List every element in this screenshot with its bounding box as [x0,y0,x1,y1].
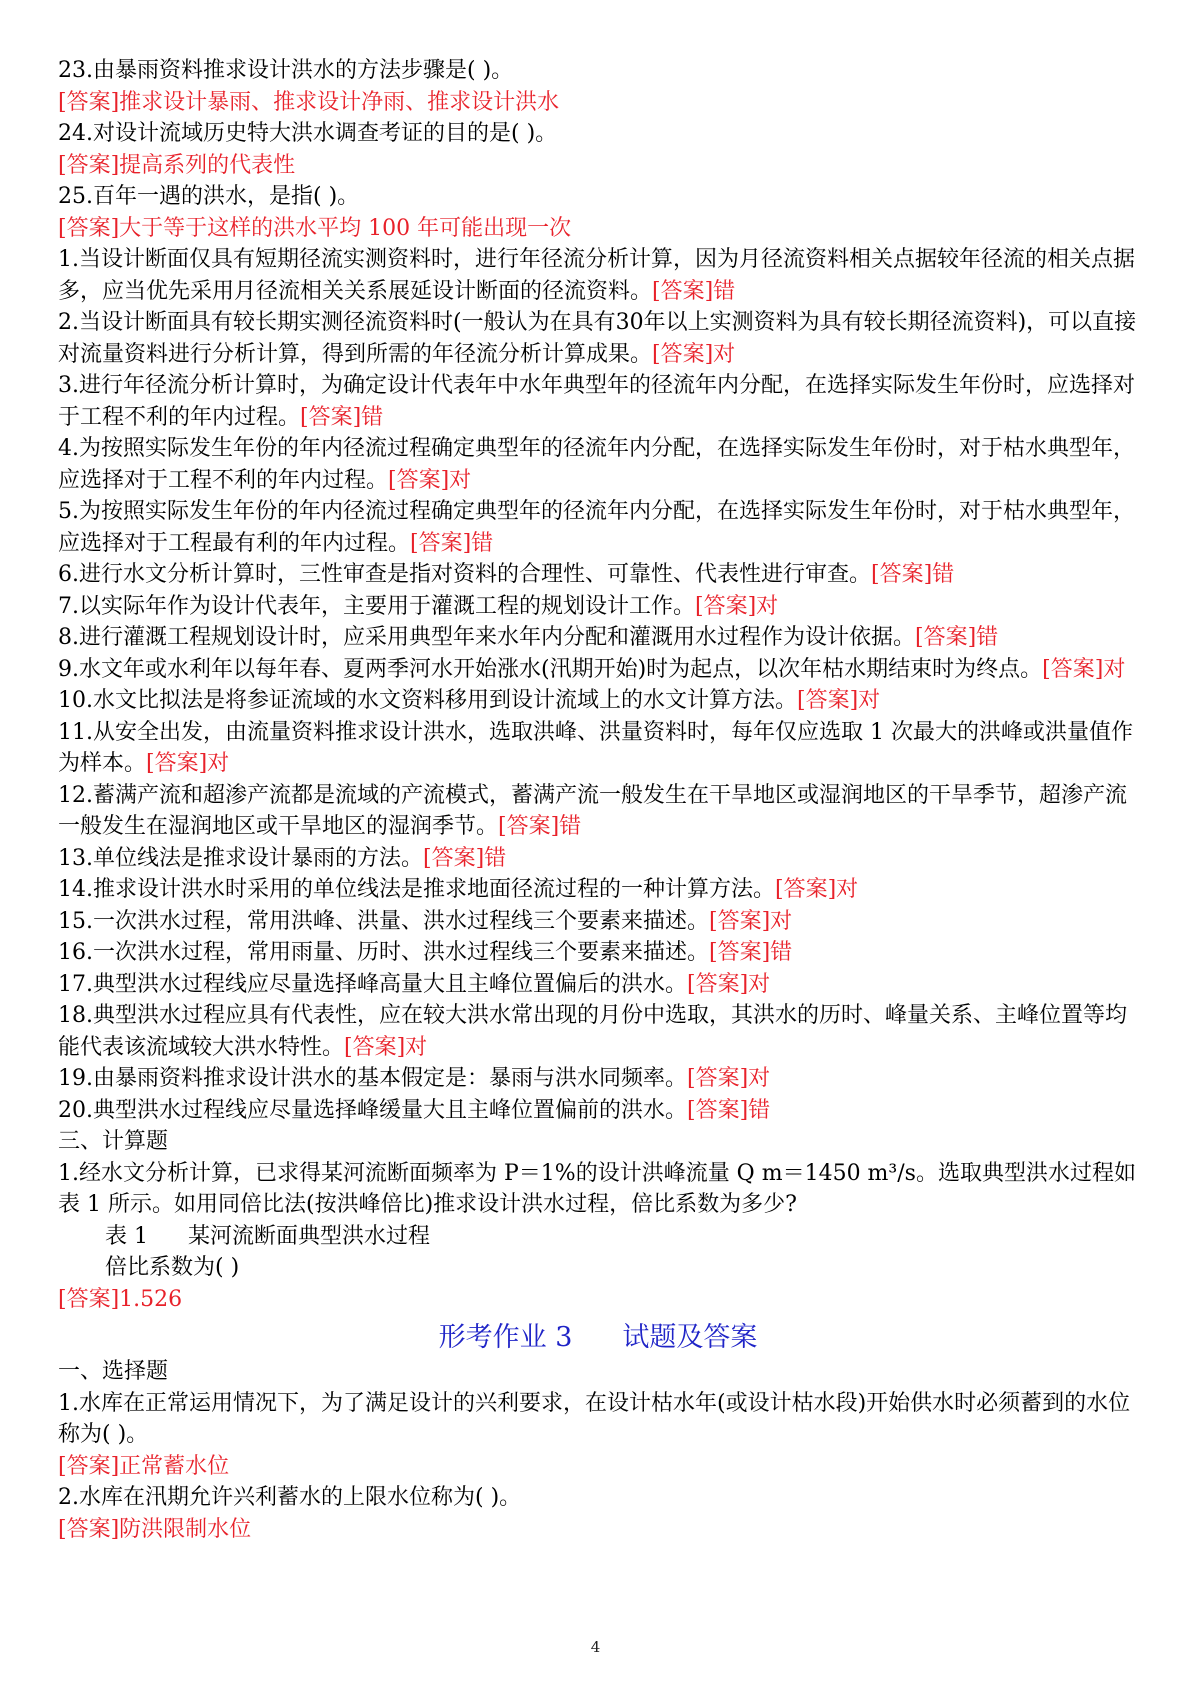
judgment-question: 7.以实际年作为设计代表年，主要用于灌溉工程的规划设计工作。 [58,593,695,619]
table-caption [58,1221,1138,1253]
judgment-answer: [答案]错 [423,845,507,871]
judgment-question: 8.进行灌溉工程规划设计时，应采用典型年来水年内分配和灌溉用水过程作为设计依据。 [58,625,915,650]
judgment-answer: [答案]对 [1042,656,1126,682]
judgment-item [58,906,1138,938]
judgment-item [58,370,1138,433]
calc-answer: [答案]1.526 [58,1286,183,1312]
question-25: 25.百年一遇的洪水，是指( )。 [58,184,360,209]
judgment-item [58,843,1138,875]
judgment-item [58,559,1138,591]
judgment-item [58,244,1138,307]
section-answer-1: [答案]正常蓄水位 [58,1453,230,1479]
judgment-item [58,654,1138,686]
table-caption-number: 表 1 [105,1223,148,1249]
judgment-answer: [答案]错 [709,940,793,965]
judgment-question: 12.蓄满产流和超渗产流都是流域的产流模式，蓄满产流一般发生在干旱地区或湿润地区的干旱季节，超渗产流一般发生在湿润地区或干旱地区的湿润季节。 [58,782,1127,839]
judgment-question: 16.一次洪水过程，常用雨量、历时、洪水过程线三个要素来描述。 [58,940,709,965]
judgment-question: 13.单位线法是推求设计暴雨的方法。 [58,845,423,871]
judgment-question: 17.典型洪水过程线应尽量选择峰高量大且主峰位置偏后的洪水。 [58,971,687,997]
judgment-question: 15.一次洪水过程，常用洪峰、洪量、洪水过程线三个要素来描述。 [58,908,709,934]
calc-heading: 三、计算题 [58,1129,169,1154]
document-content [58,55,1138,1545]
calc-sub-question: 倍比系数为( ) [105,1255,240,1280]
judgment-answer: [答案]错 [871,562,955,587]
judgment-answer: [答案]对 [652,341,736,367]
judgment-item [58,1000,1138,1063]
judgment-answer: [答案]对 [709,908,793,934]
judgment-answer: [答案]对 [344,1034,428,1060]
section-title-right: 试题及答案 [622,1322,758,1353]
question-23: 23.由暴雨资料推求设计洪水的方法步骤是( )。 [58,58,514,83]
judgment-answer: [答案]对 [687,971,771,997]
judgment-question: 14.推求设计洪水时采用的单位线法是推求地面径流过程的一种计算方法。 [58,877,775,902]
judgment-question: 4.为按照实际发生年份的年内径流过程确定典型年的径流年内分配，在选择实际发生年份时，对于枯水典型年，应选择对于工程不利的年内过程。 [58,436,1135,493]
section-title [58,1321,1138,1354]
answer-23: [答案]推求设计暴雨、推求设计净雨、推求设计洪水 [58,89,560,115]
table-caption-text: 某河流断面典型洪水过程 [188,1223,431,1249]
judgment-answer: [答案]对 [775,877,859,902]
judgment-item [58,307,1138,370]
section-heading: 一、选择题 [58,1359,169,1384]
judgment-question: 1.当设计断面仅具有短期径流实测资料时，进行年径流分析计算，因为月径流资料相关点据较年径流的相关点据多，应当优先采用月径流相关关系展延设计断面的径流资料。 [58,247,1135,304]
question-24: 24.对设计流域历史特大洪水调查考证的目的是( )。 [58,121,558,146]
judgment-item [58,1063,1138,1095]
judgment-answer: [答案]对 [146,751,230,776]
judgment-item [58,780,1138,843]
judgment-answer: [答案]错 [687,1097,771,1123]
judgment-answer: [答案]错 [915,625,999,650]
judgment-question: 20.典型洪水过程线应尽量选择峰缓量大且主峰位置偏前的洪水。 [58,1097,687,1123]
judgment-answer: [答案]错 [300,404,384,430]
judgment-item [58,874,1138,906]
judgment-answer: [答案]对 [687,1066,771,1091]
judgment-item [58,717,1138,780]
judgment-item [58,622,1138,654]
judgment-item [58,937,1138,969]
judgment-answer: [答案]错 [652,278,736,304]
judgment-item [58,496,1138,559]
judgment-item [58,969,1138,1001]
judgment-question: 5.为按照实际发生年份的年内径流过程确定典型年的径流年内分配，在选择实际发生年份时，对于枯水典型年，应选择对于工程最有利的年内过程。 [58,499,1135,556]
section-question-2: 2.水库在汛期允许兴利蓄水的上限水位称为( )。 [58,1485,522,1510]
calc-question: 1.经水文分析计算，已求得某河流断面频率为 P＝1%的设计洪峰流量 Q m＝1450 m³/s。选取典型洪水过程如表 1 所示。如用同倍比法(按洪峰倍比)推求设计洪水过程，倍比系数为多少? [58,1160,1136,1217]
judgment-question: 3.进行年径流分析计算时，为确定设计代表年中水年典型年的径流年内分配，在选择实际发生年份时，应选择对于工程不利的年内过程。 [58,373,1135,430]
judgment-item [58,433,1138,496]
judgment-question: 18.典型洪水过程应具有代表性，应在较大洪水常出现的月份中选取，其洪水的历时、峰量关系、主峰位置等均能代表该流域较大洪水特性。 [58,1003,1127,1060]
judgment-item [58,685,1138,717]
answer-24: [答案]提高系列的代表性 [58,152,296,178]
judgment-list [58,244,1138,1126]
judgment-answer: [答案]错 [410,530,494,556]
answer-25: [答案]大于等于这样的洪水平均 100 年可能出现一次 [58,215,572,241]
page-number: 4 [590,1638,601,1656]
judgment-question: 11.从安全出发，由流量资料推求设计洪水，选取洪峰、洪量资料时，每年仅应选取 1 次最大的洪峰或洪量值作为样本。 [58,719,1133,776]
section-title-left: 形考作业 3 [438,1322,573,1353]
judgment-question: 19.由暴雨资料推求设计洪水的基本假定是：暴雨与洪水同频率。 [58,1066,687,1091]
judgment-question: 6.进行水文分析计算时，三性审查是指对资料的合理性、可靠性、代表性进行审查。 [58,562,871,587]
judgment-question: 10.水文比拟法是将参证流域的水文资料移用到设计流域上的水文计算方法。 [58,688,797,713]
judgment-answer: [答案]对 [695,593,779,619]
judgment-question: 9.水文年或水利年以每年春、夏两季河水开始涨水(汛期开始)时为起点，以次年枯水期结束时为终点。 [58,656,1043,682]
judgment-question: 2.当设计断面具有较长期实测径流资料时(一般认为在具有30年以上实测资料为具有较长期径流资料)，可以直接对流量资料进行分析计算，得到所需的年径流分析计算成果。 [58,310,1137,367]
judgment-answer: [答案]对 [388,467,472,493]
section-question-1: 1.水库在正常运用情况下，为了满足设计的兴利要求，在设计枯水年(或设计枯水段)开始供水时必须蓄到的水位称为( )。 [58,1390,1131,1447]
judgment-item [58,591,1138,623]
judgment-answer: [答案]错 [498,814,582,839]
section-answer-2: [答案]防洪限制水位 [58,1516,252,1542]
judgment-answer: [答案]对 [797,688,881,713]
judgment-item [58,1095,1138,1127]
